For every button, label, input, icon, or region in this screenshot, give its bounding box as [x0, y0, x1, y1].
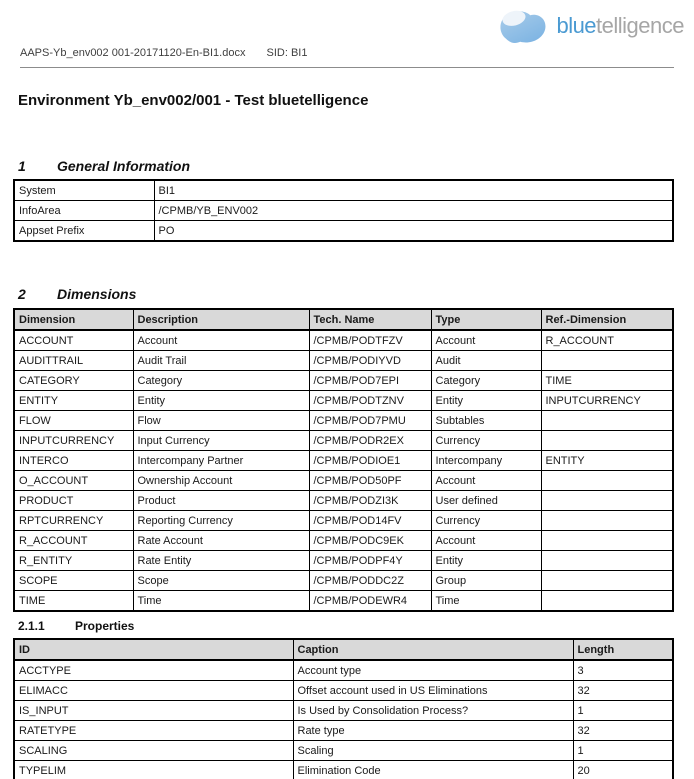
- type-cell: Entity: [431, 551, 541, 571]
- property-caption-cell: Scaling: [293, 741, 573, 761]
- general-information-body: [14, 180, 673, 241]
- column-header-length: Length: [573, 639, 673, 660]
- table-row: [14, 431, 673, 451]
- table-row: [14, 451, 673, 471]
- description-cell: Category: [133, 371, 309, 391]
- description-cell: Rate Entity: [133, 551, 309, 571]
- table-row: [14, 571, 673, 591]
- logo-word-blue: blue: [556, 13, 597, 38]
- ref-dimension-cell: [541, 431, 673, 451]
- tech-name-cell: /CPMB/POD14FV: [309, 511, 431, 531]
- column-header-id: ID: [14, 639, 293, 660]
- property-length-cell: 1: [573, 701, 673, 721]
- properties-table-header: [14, 639, 673, 660]
- section-heading-properties: [18, 619, 694, 633]
- table-row: [14, 201, 673, 221]
- general-info-label-cell: System: [14, 180, 154, 201]
- document-header: [20, 47, 674, 68]
- property-length-cell: 32: [573, 721, 673, 741]
- general-info-value-cell: /CPMB/YB_ENV002: [154, 201, 673, 221]
- ref-dimension-cell: TIME: [541, 371, 673, 391]
- logo-word-telligence: telligence: [596, 13, 684, 38]
- dimension-cell: INTERCO: [14, 451, 133, 471]
- tech-name-cell: /CPMB/PODDC2Z: [309, 571, 431, 591]
- general-information-table: [13, 179, 674, 242]
- description-cell: Intercompany Partner: [133, 451, 309, 471]
- table-row: [14, 721, 673, 741]
- description-cell: Ownership Account: [133, 471, 309, 491]
- tech-name-cell: /CPMB/PODR2EX: [309, 431, 431, 451]
- section-label: General Information: [57, 158, 191, 174]
- property-caption-cell: Offset account used in US Eliminations: [293, 681, 573, 701]
- column-header-dimension: Dimension: [14, 309, 133, 330]
- property-length-cell: 3: [573, 660, 673, 681]
- table-row: [14, 471, 673, 491]
- drop-icon: [496, 7, 550, 45]
- property-caption-cell: Account type: [293, 660, 573, 681]
- tech-name-cell: /CPMB/POD7EPI: [309, 371, 431, 391]
- description-cell: Entity: [133, 391, 309, 411]
- header-row: [14, 309, 673, 330]
- type-cell: Currency: [431, 511, 541, 531]
- table-row: [14, 511, 673, 531]
- general-info-label-cell: InfoArea: [14, 201, 154, 221]
- properties-table: [13, 638, 674, 779]
- dimensions-table-body: [14, 330, 673, 611]
- table-row: [14, 701, 673, 721]
- logo-row: [0, 6, 684, 46]
- ref-dimension-cell: INPUTCURRENCY: [541, 391, 673, 411]
- description-cell: Time: [133, 591, 309, 612]
- table-row: [14, 681, 673, 701]
- tech-name-cell: /CPMB/PODTFZV: [309, 330, 431, 351]
- ref-dimension-cell: [541, 351, 673, 371]
- type-cell: User defined: [431, 491, 541, 511]
- property-length-cell: 20: [573, 761, 673, 779]
- ref-dimension-cell: [541, 471, 673, 491]
- dimension-cell: PRODUCT: [14, 491, 133, 511]
- general-info-value-cell: BI1: [154, 180, 673, 201]
- description-cell: Input Currency: [133, 431, 309, 451]
- description-cell: Audit Trail: [133, 351, 309, 371]
- type-cell: Currency: [431, 431, 541, 451]
- table-row: [14, 221, 673, 242]
- dimension-cell: ACCOUNT: [14, 330, 133, 351]
- type-cell: Account: [431, 330, 541, 351]
- property-id-cell: IS_INPUT: [14, 701, 293, 721]
- tech-name-cell: /CPMB/POD7PMU: [309, 411, 431, 431]
- ref-dimension-cell: ENTITY: [541, 451, 673, 471]
- type-cell: Intercompany: [431, 451, 541, 471]
- description-cell: Reporting Currency: [133, 511, 309, 531]
- ref-dimension-cell: [541, 591, 673, 612]
- dimension-cell: ENTITY: [14, 391, 133, 411]
- table-row: [14, 741, 673, 761]
- general-info-value-cell: PO: [154, 221, 673, 242]
- type-cell: Account: [431, 471, 541, 491]
- dimension-cell: TIME: [14, 591, 133, 612]
- tech-name-cell: /CPMB/PODPF4Y: [309, 551, 431, 571]
- tech-name-cell: /CPMB/PODIOE1: [309, 451, 431, 471]
- dimension-cell: INPUTCURRENCY: [14, 431, 133, 451]
- property-caption-cell: Rate type: [293, 721, 573, 741]
- ref-dimension-cell: [541, 511, 673, 531]
- table-row: [14, 411, 673, 431]
- dimension-cell: RPTCURRENCY: [14, 511, 133, 531]
- document-sid: SID: BI1: [266, 47, 308, 59]
- dimensions-table-header: [14, 309, 673, 330]
- table-row: [14, 391, 673, 411]
- property-length-cell: 1: [573, 741, 673, 761]
- section-label: Dimensions: [57, 286, 137, 302]
- dimension-cell: FLOW: [14, 411, 133, 431]
- bluetelligence-logo: [496, 7, 684, 45]
- table-row: [14, 351, 673, 371]
- ref-dimension-cell: [541, 551, 673, 571]
- general-info-label-cell: Appset Prefix: [14, 221, 154, 242]
- dimension-cell: CATEGORY: [14, 371, 133, 391]
- dimension-cell: AUDITTRAIL: [14, 351, 133, 371]
- type-cell: Subtables: [431, 411, 541, 431]
- type-cell: Group: [431, 571, 541, 591]
- tech-name-cell: /CPMB/PODIYVD: [309, 351, 431, 371]
- ref-dimension-cell: [541, 571, 673, 591]
- tech-name-cell: /CPMB/PODC9EK: [309, 531, 431, 551]
- column-header-type: Type: [431, 309, 541, 330]
- property-id-cell: SCALING: [14, 741, 293, 761]
- table-row: [14, 551, 673, 571]
- section-label: Properties: [75, 619, 135, 633]
- property-caption-cell: Elimination Code: [293, 761, 573, 779]
- dimension-cell: R_ENTITY: [14, 551, 133, 571]
- section-heading-general-information: [18, 158, 694, 174]
- description-cell: Scope: [133, 571, 309, 591]
- property-length-cell: 32: [573, 681, 673, 701]
- ref-dimension-cell: [541, 411, 673, 431]
- dimension-cell: O_ACCOUNT: [14, 471, 133, 491]
- dimension-cell: SCOPE: [14, 571, 133, 591]
- header-row: [14, 639, 673, 660]
- description-cell: Product: [133, 491, 309, 511]
- logo-wordmark: [556, 15, 684, 37]
- property-caption-cell: Is Used by Consolidation Process?: [293, 701, 573, 721]
- properties-table-body: [14, 660, 673, 779]
- section-heading-dimensions: [18, 286, 694, 302]
- ref-dimension-cell: R_ACCOUNT: [541, 330, 673, 351]
- tech-name-cell: /CPMB/PODZI3K: [309, 491, 431, 511]
- table-row: [14, 371, 673, 391]
- table-row: [14, 330, 673, 351]
- description-cell: Flow: [133, 411, 309, 431]
- page-title: Environment Yb_env002/001 - Test bluetelligence: [18, 92, 369, 109]
- dimension-cell: R_ACCOUNT: [14, 531, 133, 551]
- type-cell: Audit: [431, 351, 541, 371]
- table-row: [14, 591, 673, 612]
- table-row: [14, 491, 673, 511]
- property-id-cell: ELIMACC: [14, 681, 293, 701]
- ref-dimension-cell: [541, 531, 673, 551]
- type-cell: Account: [431, 531, 541, 551]
- ref-dimension-cell: [541, 491, 673, 511]
- dimensions-table: [13, 308, 674, 612]
- tech-name-cell: /CPMB/PODTZNV: [309, 391, 431, 411]
- column-header-description: Description: [133, 309, 309, 330]
- type-cell: Category: [431, 371, 541, 391]
- section-number: 2.1.1: [18, 619, 45, 633]
- tech-name-cell: /CPMB/PODEWR4: [309, 591, 431, 612]
- column-header-caption: Caption: [293, 639, 573, 660]
- table-row: [14, 761, 673, 779]
- type-cell: Entity: [431, 391, 541, 411]
- type-cell: Time: [431, 591, 541, 612]
- section-number: 1: [18, 158, 26, 174]
- table-row: [14, 531, 673, 551]
- section-number: 2: [18, 286, 26, 302]
- document-filename: AAPS-Yb_env002 001-20171120-En-BI1.docx: [20, 47, 246, 59]
- description-cell: Account: [133, 330, 309, 351]
- column-header-tech-name: Tech. Name: [309, 309, 431, 330]
- description-cell: Rate Account: [133, 531, 309, 551]
- table-row: [14, 660, 673, 681]
- column-header-ref-dimension: Ref.-Dimension: [541, 309, 673, 330]
- property-id-cell: ACCTYPE: [14, 660, 293, 681]
- property-id-cell: TYPELIM: [14, 761, 293, 779]
- table-row: [14, 180, 673, 201]
- property-id-cell: RATETYPE: [14, 721, 293, 741]
- tech-name-cell: /CPMB/POD50PF: [309, 471, 431, 491]
